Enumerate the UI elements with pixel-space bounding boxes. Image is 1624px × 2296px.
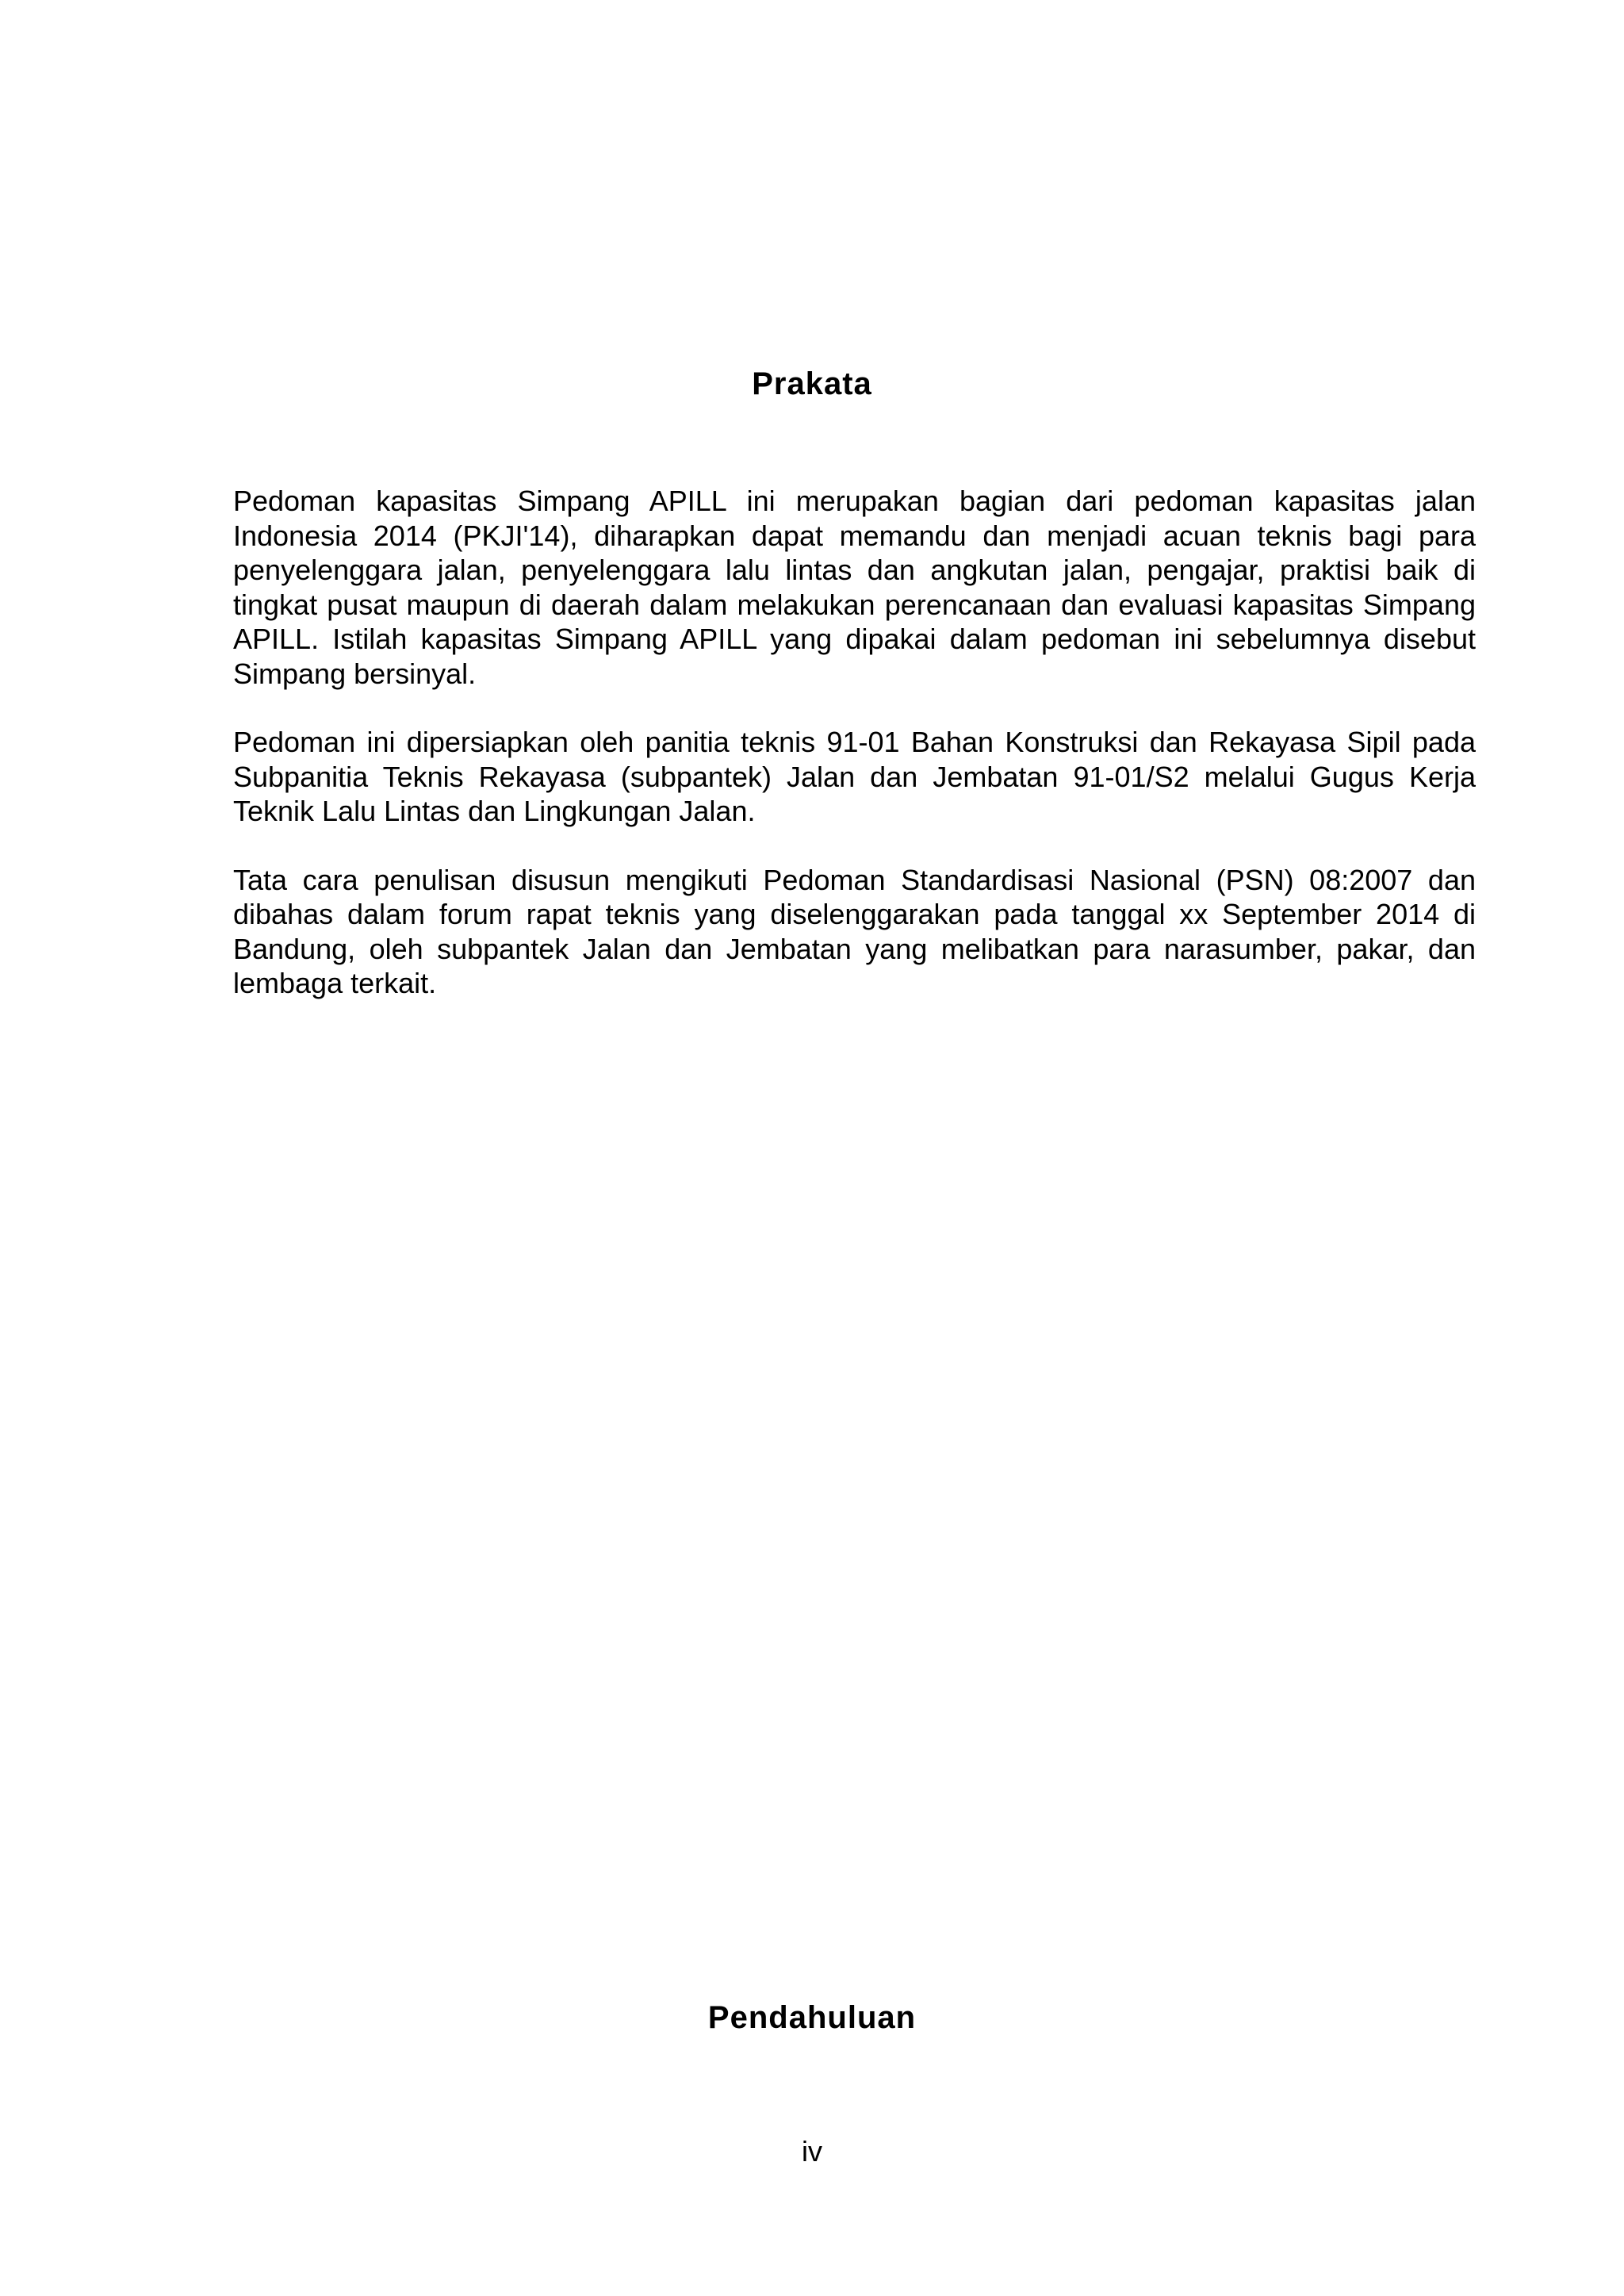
heading-prakata: Prakata [752,366,872,401]
paragraph-3: Tata cara penulisan disusun mengikuti Pedoman Standardisasi Nasional (PSN) 08:2007 dan dibahas dalam forum rapat teknis yang diselenggarakan pada tanggal xx September 2014 di Bandung, oleh subpantek Jalan dan Jembatan yang melibatkan para narasumber, pakar, dan lembaga terkait. [233,863,1476,999]
paragraph-1: Pedoman kapasitas Simpang APILL ini merupakan bagian dari pedoman kapasitas jalan Indonesia 2014 (PKJI'14), diharapkan dapat memandu dan menjadi acuan teknis bagi para penyelenggara jalan, penyelenggara lalu lintas dan angkutan jalan, pengajar, praktisi baik di tingkat pusat maupun di daerah dalam melakukan perencanaan dan evaluasi kapasitas Simpang APILL. Istilah kapasitas Simpang APILL yang dipakai dalam pedoman ini sebelumnya disebut Simpang bersinyal. [233,485,1476,690]
heading-pendahuluan: Pendahuluan [707,2000,917,2035]
page-number: iv [802,2135,822,2168]
paragraph-2: Pedoman ini dipersiapkan oleh panitia teknis 91-01 Bahan Konstruksi dan Rekayasa Sipil pada Subpanitia Teknis Rekayasa (subpantek) Jalan dan Jembatan 91-01/S2 melalui Gugus Kerja Teknik Lalu Lintas dan Lingkungan Jalan. [233,726,1476,827]
body-text [233,484,1476,1035]
